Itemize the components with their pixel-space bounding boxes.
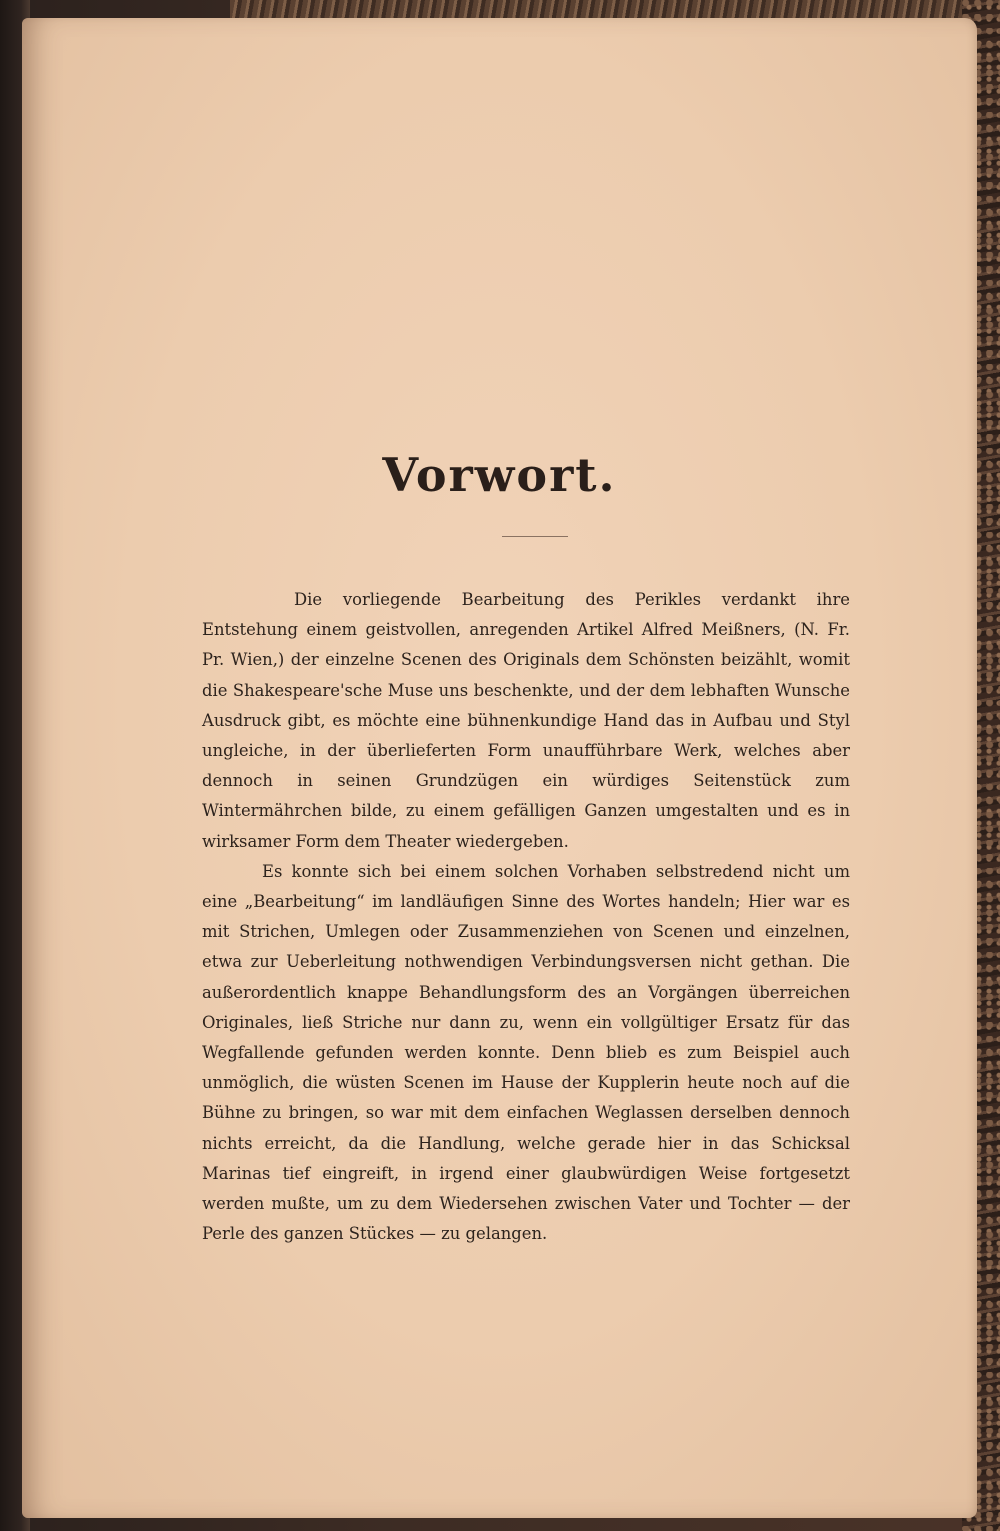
title-divider (502, 536, 568, 537)
paragraph-2: Es konnte sich bei einem solchen Vorhaben selbstredend nicht um eine „Bearbeitung“ im landläufigen Sinne des Wortes handeln; Hier war es mit Strichen, Umlegen oder Zusammenziehen von Scenen und einzelnen, etwa zur Ueberleitung nothwendigen Verbindungsversen nicht gethan. Die außerordentlich knappe Behandlungsform des an Vorgängen überreichen Originales, ließ Striche nur dann zu, wenn ein vollgültiger Ersatz für das Wegfallende gefunden werden konnte. Denn blieb es zum Beispiel auch unmöglich, die wüsten Scenen im Hause der Kupplerin heute noch auf die Bühne zu bringen, so war mit dem einfachen Weglassen derselben dennoch nichts erreicht, da die Handlung, welche gerade hier in das Schicksal Marinas tief eingreift, in irgend einer glaubwürdigen Weise fortgesetzt werden mußte, um zu dem Wiedersehen zwischen Vater und Tochter — der Perle des ganzen Stückes — zu gelangen. (202, 861, 850, 1244)
paragraph-1: Die vorliegende Bearbeitung des Perikles verdankt ihre Entstehung einem geistvollen, anregenden Artikel Alfred Meißners, (N. Fr. Pr. Wien,) der einzelne Scenen des Originals dem Schönsten beizählt, womit die Shakespeare'sche Muse uns beschenkte, und der dem lebhaften Wunsche Ausdruck gibt, es möchte eine bühnenkundige Hand das in Aufbau und Styl ungleiche, in der überlieferten Form unaufführbare Werk, welches aber dennoch in seinen Grundzügen ein würdiges Seitenstück zum Wintermährchen bilde, zu einem gefälligen Ganzen umgestalten und es in wirksamer Form dem Theater wiedergeben. (202, 590, 850, 851)
book-page (22, 18, 977, 1518)
preface-text (202, 585, 850, 1249)
page-title: Vorwort. (382, 448, 617, 502)
